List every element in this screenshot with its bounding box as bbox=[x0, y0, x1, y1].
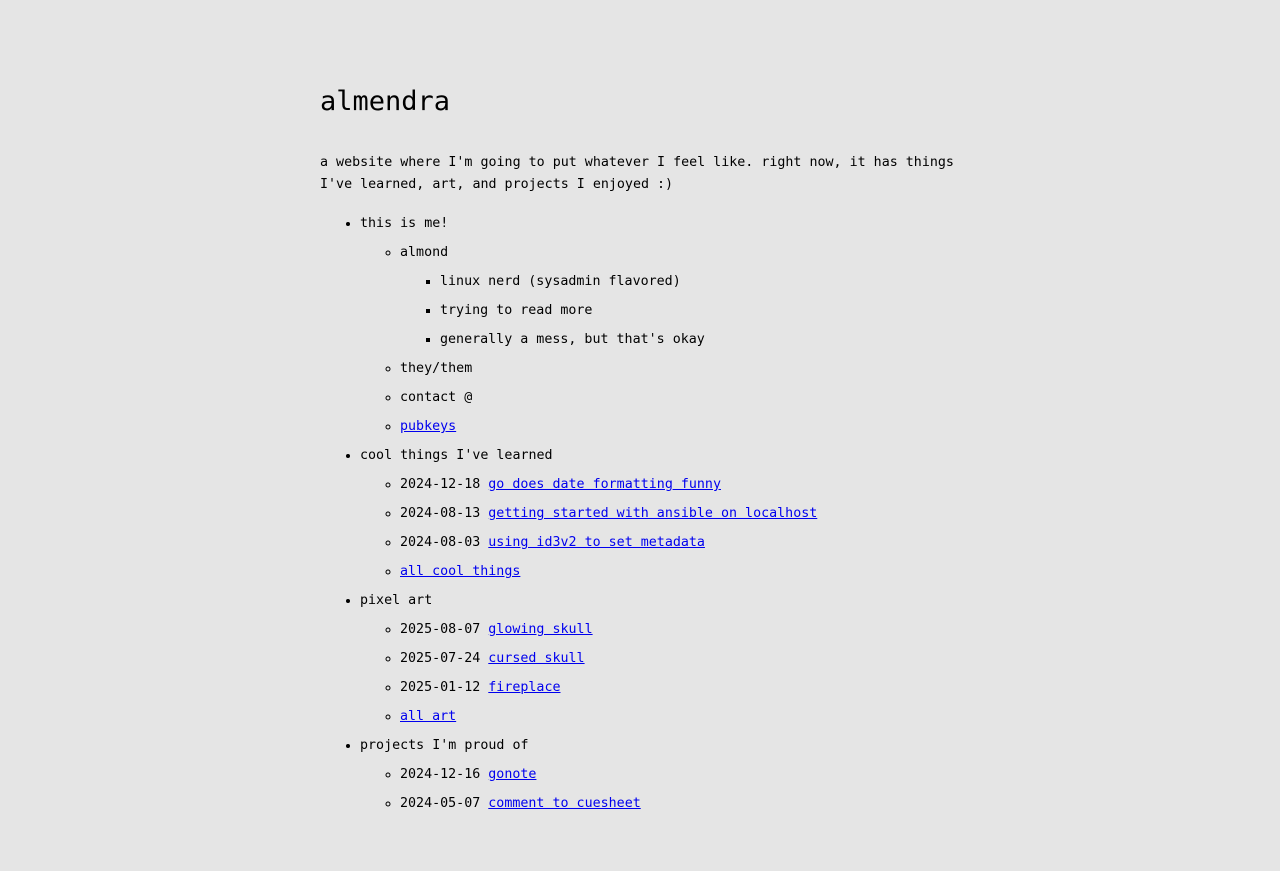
list-item-pixel-art bbox=[360, 586, 960, 731]
list-item-almond bbox=[400, 238, 960, 354]
list-item-contact bbox=[400, 383, 960, 412]
all-art-link[interactable]: all art bbox=[400, 709, 457, 724]
list-item-post bbox=[400, 528, 960, 557]
about-sublist bbox=[360, 238, 960, 441]
list-item-pronouns bbox=[400, 354, 960, 383]
post-date: 2024-05-07 bbox=[400, 796, 481, 811]
post-date: 2025-08-07 bbox=[400, 622, 481, 637]
list-item-post bbox=[400, 499, 960, 528]
post-link-go-date-formatting[interactable]: go does date formatting funny bbox=[488, 477, 721, 492]
list-item-post bbox=[400, 760, 960, 789]
almond-sublist bbox=[400, 267, 960, 354]
pubkeys-link[interactable]: pubkeys bbox=[400, 419, 457, 434]
list-item-post bbox=[400, 615, 960, 644]
list-item-projects bbox=[360, 731, 960, 818]
main-list bbox=[320, 209, 960, 818]
section-label: pixel art bbox=[360, 593, 433, 608]
pixel-art-sublist bbox=[360, 615, 960, 731]
list-item-label: contact @ bbox=[400, 390, 473, 405]
section-label: this is me! bbox=[360, 216, 449, 231]
art-link-fireplace[interactable]: fireplace bbox=[488, 680, 561, 695]
list-item-cool-things bbox=[360, 441, 960, 586]
list-item bbox=[440, 296, 960, 325]
list-item-post bbox=[400, 789, 960, 818]
post-date: 2025-01-12 bbox=[400, 680, 481, 695]
intro-text: a website where I'm going to put whatever I feel like. right now, it has things I've learned, art, and projects I enjoyed :) bbox=[320, 155, 954, 192]
post-date: 2024-08-03 bbox=[400, 535, 481, 550]
art-link-cursed-skull[interactable]: cursed skull bbox=[488, 651, 585, 666]
list-item-pubkeys bbox=[400, 412, 960, 441]
cool-things-sublist bbox=[360, 470, 960, 586]
list-item-label: trying to read more bbox=[440, 303, 593, 318]
list-item bbox=[440, 267, 960, 296]
post-link-ansible-localhost[interactable]: getting started with ansible on localhost bbox=[488, 506, 818, 521]
art-link-glowing-skull[interactable]: glowing skull bbox=[488, 622, 593, 637]
page-content bbox=[320, 0, 960, 871]
post-link-id3v2-metadata[interactable]: using id3v2 to set metadata bbox=[488, 535, 705, 550]
list-item-post bbox=[400, 673, 960, 702]
list-item-post bbox=[400, 644, 960, 673]
all-cool-things-link[interactable]: all cool things bbox=[400, 564, 521, 579]
page-title: almendra bbox=[320, 86, 451, 117]
project-link-gonote[interactable]: gonote bbox=[488, 767, 537, 782]
list-item-this-is-me bbox=[360, 209, 960, 441]
section-label: cool things I've learned bbox=[360, 448, 553, 463]
list-item-all-art bbox=[400, 702, 960, 731]
list-item bbox=[440, 325, 960, 354]
list-item-label: almond bbox=[400, 245, 449, 260]
projects-sublist bbox=[360, 760, 960, 818]
list-item-label: they/them bbox=[400, 361, 473, 376]
post-date: 2024-08-13 bbox=[400, 506, 481, 521]
post-date: 2024-12-18 bbox=[400, 477, 481, 492]
list-item-post bbox=[400, 470, 960, 499]
section-label: projects I'm proud of bbox=[360, 738, 529, 753]
post-date: 2025-07-24 bbox=[400, 651, 481, 666]
project-link-comment-to-cuesheet[interactable]: comment to cuesheet bbox=[488, 796, 641, 811]
list-item-label: generally a mess, but that's okay bbox=[440, 332, 705, 347]
list-item-label: linux nerd (sysadmin flavored) bbox=[440, 274, 681, 289]
list-item-all-cool-things bbox=[400, 557, 960, 586]
post-date: 2024-12-16 bbox=[400, 767, 481, 782]
